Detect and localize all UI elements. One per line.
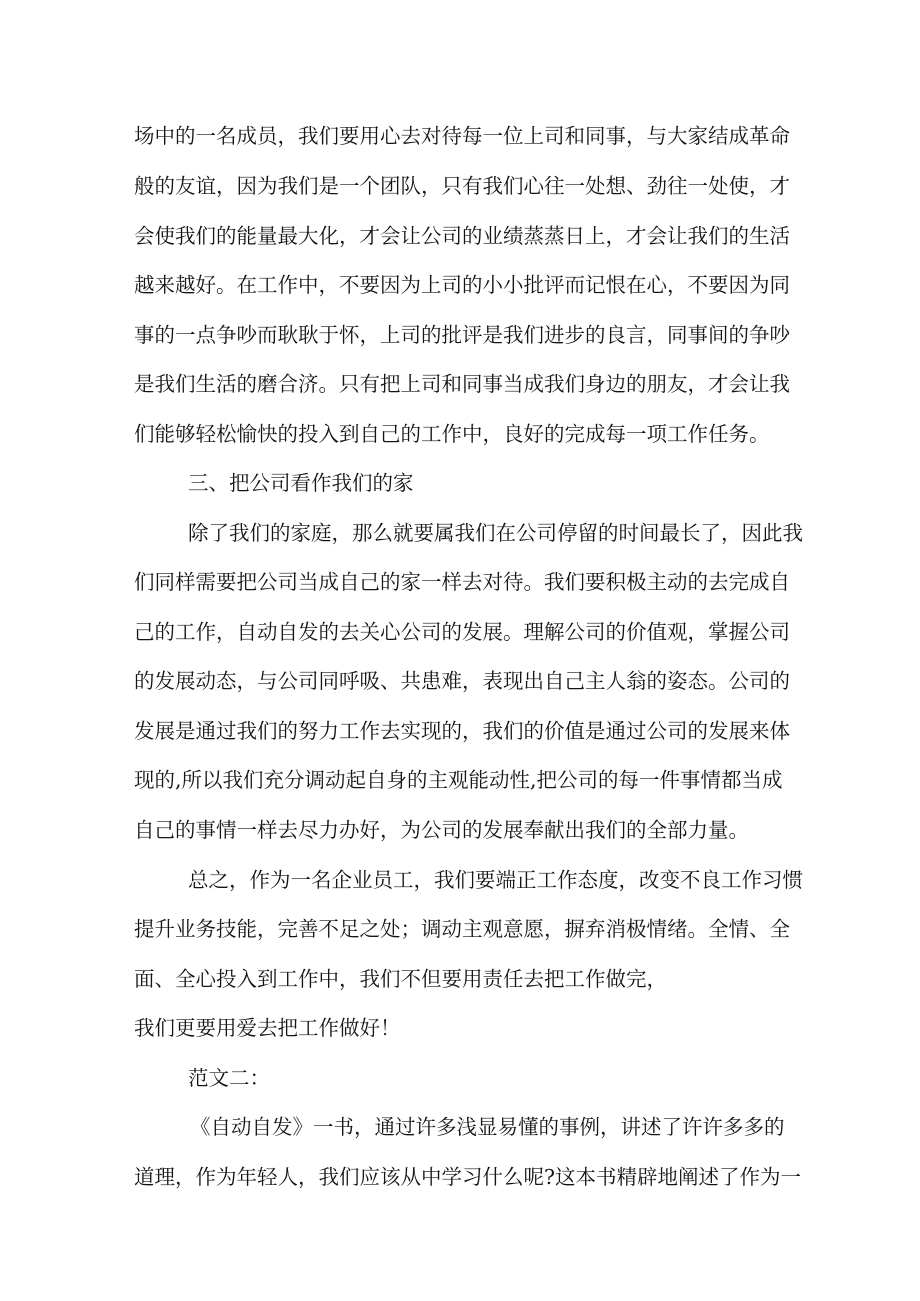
text-line-16: 总之，作为一名企业员工，我们要端正工作态度，改变不良工作习惯 [188, 868, 803, 892]
section-heading: 三、把公司看作我们的家 [188, 471, 414, 495]
text-line-15: 自己的事情一样去尽力办好，为公司的发展奉献出我们的全部力量。 [134, 818, 749, 842]
text-line-9: 除了我们的家庭，那么就要属我们在公司停留的时间最长了，因此我 [188, 521, 803, 545]
text-line-6: 是我们生活的磨合济。只有把上司和同事当成我们身边的朋友，才会让我 [134, 372, 790, 396]
text-line-10: 们同样需要把公司当成自己的家一样去对待。我们要积极主动的去完成自 [134, 570, 790, 594]
sample-heading: 范文二： [188, 1066, 270, 1090]
text-line-22: 道理，作为年轻人，我们应该从中学习什么呢?这本书精辟地阐述了作为一 [134, 1165, 801, 1189]
text-line-17: 提升业务技能，完善不足之处；调动主观意愿，摒弃消极情绪。全情、全 [134, 917, 790, 941]
text-line-21: 《自动自发》一书，通过许多浅显易懂的事例，讲述了许许多多的 [190, 1115, 785, 1139]
text-line-19: 我们更要用爱去把工作做好！ [134, 1016, 401, 1040]
text-line-5: 事的一点争吵而耿耿于怀，上司的批评是我们进步的良言，同事间的争吵 [134, 323, 790, 347]
text-line-1: 场中的一名成员，我们要用心去对待每一位上司和同事，与大家结成革命 [134, 124, 790, 148]
text-line-2: 般的友谊，因为我们是一个团队，只有我们心往一处想、劲往一处使，才 [134, 174, 790, 198]
text-line-11: 己的工作，自动自发的去关心公司的发展。理解公司的价值观，掌握公司 [134, 620, 790, 644]
text-line-3: 会使我们的能量最大化，才会让公司的业绩蒸蒸日上，才会让我们的生活 [134, 224, 790, 248]
text-line-18: 面、全心投入到工作中，我们不但要用责任去把工作做完， [134, 967, 667, 991]
text-line-7: 们能够轻松愉快的投入到自己的工作中，良好的完成每一项工作任务。 [134, 422, 770, 446]
text-line-12: 的发展动态，与公司同呼吸、共患难，表现出自己主人翁的姿态。公司的 [134, 669, 790, 693]
text-line-14: 现的,所以我们充分调动起自身的主观能动性,把公司的每一件事情都当成 [134, 768, 783, 792]
text-line-13: 发展是通过我们的努力工作去实现的，我们的价值是通过公司的发展来体 [134, 719, 790, 743]
text-line-4: 越来越好。在工作中，不要因为上司的小小批评而记恨在心，不要因为同 [134, 273, 790, 297]
